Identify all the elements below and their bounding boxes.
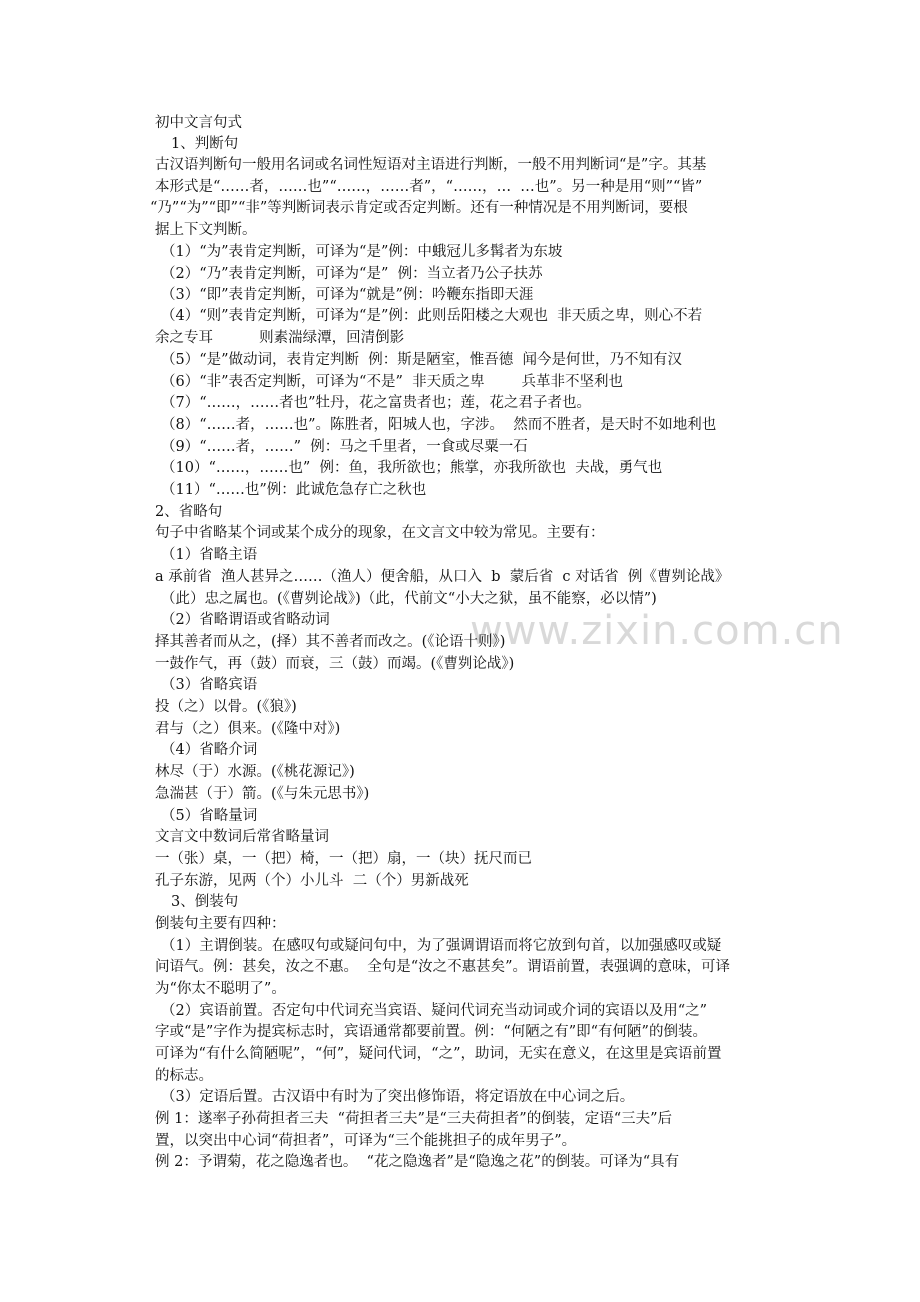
paragraph-line: 君与（之）俱来。(《隆中对》) [155, 721, 341, 737]
paragraph-line: 问语气。例：甚矣，汝之不惠。 全句是“汝之不惠甚矣”。谓语前置，表强调的意味，可译 [155, 959, 731, 975]
subheading: （3）省略宾语 [161, 677, 258, 693]
paragraph-line: 一鼓作气，再（鼓）而衰，三（鼓）而竭。(《曹刿论战》) [155, 656, 515, 672]
list-item: （4）“则”表肯定判断，可译为“是”例：此则岳阳楼之大观也 非天质之卑，则心不若 [161, 308, 703, 324]
paragraph-line: 的标志。 [155, 1068, 213, 1084]
paragraph-line: 为“你太不聪明了”。 [155, 981, 286, 997]
list-item: （1）“为”表肯定判断，可译为“是”例：中蛾冠儿多髯者为东坡 [161, 244, 563, 260]
paragraph-line: 古汉语判断句一般用名词或名词性短语对主语进行判断，一般不用判断词“是”字。其基 [155, 157, 707, 173]
paragraph-line: 一（张）桌，一（把）椅，一（把）扇，一（块）抚尺而已 [155, 851, 532, 867]
list-item: （10）“……，……也” 例：鱼，我所欲也；熊掌，亦我所欲也 夫战，勇气也 [161, 460, 663, 476]
list-item: （8）“……者，……也”。陈胜者，阳城人也，字涉。 然而不胜者，是天时不如地利也 [161, 417, 717, 433]
paragraph-line: 孔子东游，见两（个）小儿斗 二（个）男新战死 [155, 873, 469, 889]
list-item: （5）“是”做动词，表肯定判断 例：斯是陋室，惟吾德 闻今是何世，乃不知有汉 [161, 352, 682, 368]
watermark: www.zixin.com.cn [470, 608, 844, 654]
list-item: （6）“非”表否定判断，可译为“不是” 非天质之卑 兵革非不坚利也 [161, 374, 623, 390]
paragraph-line: （3）定语后置。古汉语中有时为了突出修饰语，将定语放在中心词之后。 [161, 1089, 635, 1105]
subheading: （4）省略介词 [161, 742, 258, 758]
section-heading: 1、判断句 [171, 136, 239, 152]
list-item: （2）“乃”表肯定判断，可译为“是” 例：当立者乃公子扶苏 [161, 266, 543, 282]
example-line: 例 2：予谓菊，花之隐逸者也。 “花之隐逸者”是“隐逸之花”的倒装。可译为“具有 [155, 1154, 680, 1170]
section-heading: 3、倒装句 [171, 894, 239, 910]
example-line: 置，以突出中心词“荷担者”，可译为“三个能挑担子的成年男子”。 [155, 1133, 577, 1149]
paragraph-line: （2）宾语前置。否定句中代词充当宾语、疑问代词充当动词或介词的宾语以及用“之” [161, 1003, 708, 1019]
paragraph-line: 急湍甚（于）箭。(《与朱元思书》) [155, 786, 370, 802]
subheading: （1）省略主语 [161, 547, 258, 563]
paragraph-line: 投（之）以骨。(《狼》) [155, 699, 297, 715]
list-item: （7）“……，……者也”牡丹，花之富贵者也；莲，花之君子者也。 [161, 395, 592, 411]
paragraph-line: 句子中省略某个词或某个成分的现象，在文言文中较为常见。主要有： [155, 525, 605, 541]
paragraph-line: 倒装句主要有四种： [155, 916, 286, 932]
paragraph-line: （1）主谓倒装。在感叹句或疑问句中，为了强调谓语而将它放到句首，以加强感叹或疑 [161, 938, 722, 954]
example-line: 例 1：遂率子孙荷担者三夫 “荷担者三夫”是“三夫荷担者”的倒装，定语“三夫”后 [155, 1111, 673, 1127]
paragraph-line: （此）忠之属也。(《曹刿论战》)（此，代前文“小大之狱，虽不能察，必以情”) [161, 591, 657, 607]
paragraph-line: 字或“是”字作为提宾标志时，宾语通常都要前置。例：“何陋之有”即“有何陋”的倒装。 [155, 1024, 707, 1040]
list-item: 余之专耳 则素湍绿潭，回清倒影 [155, 330, 405, 346]
list-item: （11）“……也”例：此诚危急存亡之秋也 [161, 482, 427, 498]
list-item: （9）“……者，……” 例：马之千里者，一食或尽粟一石 [161, 439, 528, 455]
paragraph-line: 可译为“有什么简陋呢”，“何”，疑问代词，“之”，助词，无实在意义，在这里是宾语前置 [155, 1046, 722, 1062]
section-heading: 2、省略句 [155, 504, 223, 520]
subheading: （5）省略量词 [161, 808, 258, 824]
paragraph-line: 本形式是“……者，……也”“……，……者”，“……，… …也”。另一种是用“则”“皆” [155, 179, 703, 195]
subheading: （2）省略谓语或省略动词 [161, 612, 330, 628]
doc-title: 初中文言句式 [155, 115, 242, 131]
paragraph-line: 文言文中数词后常省略量词 [155, 829, 329, 845]
paragraph-line: 择其善者而从之，(择）其不善者而改之。(《论语十则》) [155, 634, 506, 650]
paragraph-line: 林尽（于）水源。(《桃花源记》) [155, 764, 355, 780]
list-item: （3）“即”表肯定判断，可译为“就是”例：吟鞭东指即天涯 [161, 287, 534, 303]
paragraph-line: 据上下文判断。 [155, 222, 257, 238]
paragraph-line: a 承前省 渔人甚异之……（渔人）便舍船，从口入 b 蒙后省 c 对话省 例《曹刿论战》 [155, 569, 730, 585]
paragraph-line: “乃”“为”“即”“非”等判断词表示肯定或否定判断。还有一种情况是不用判断词，要根 [150, 200, 688, 216]
